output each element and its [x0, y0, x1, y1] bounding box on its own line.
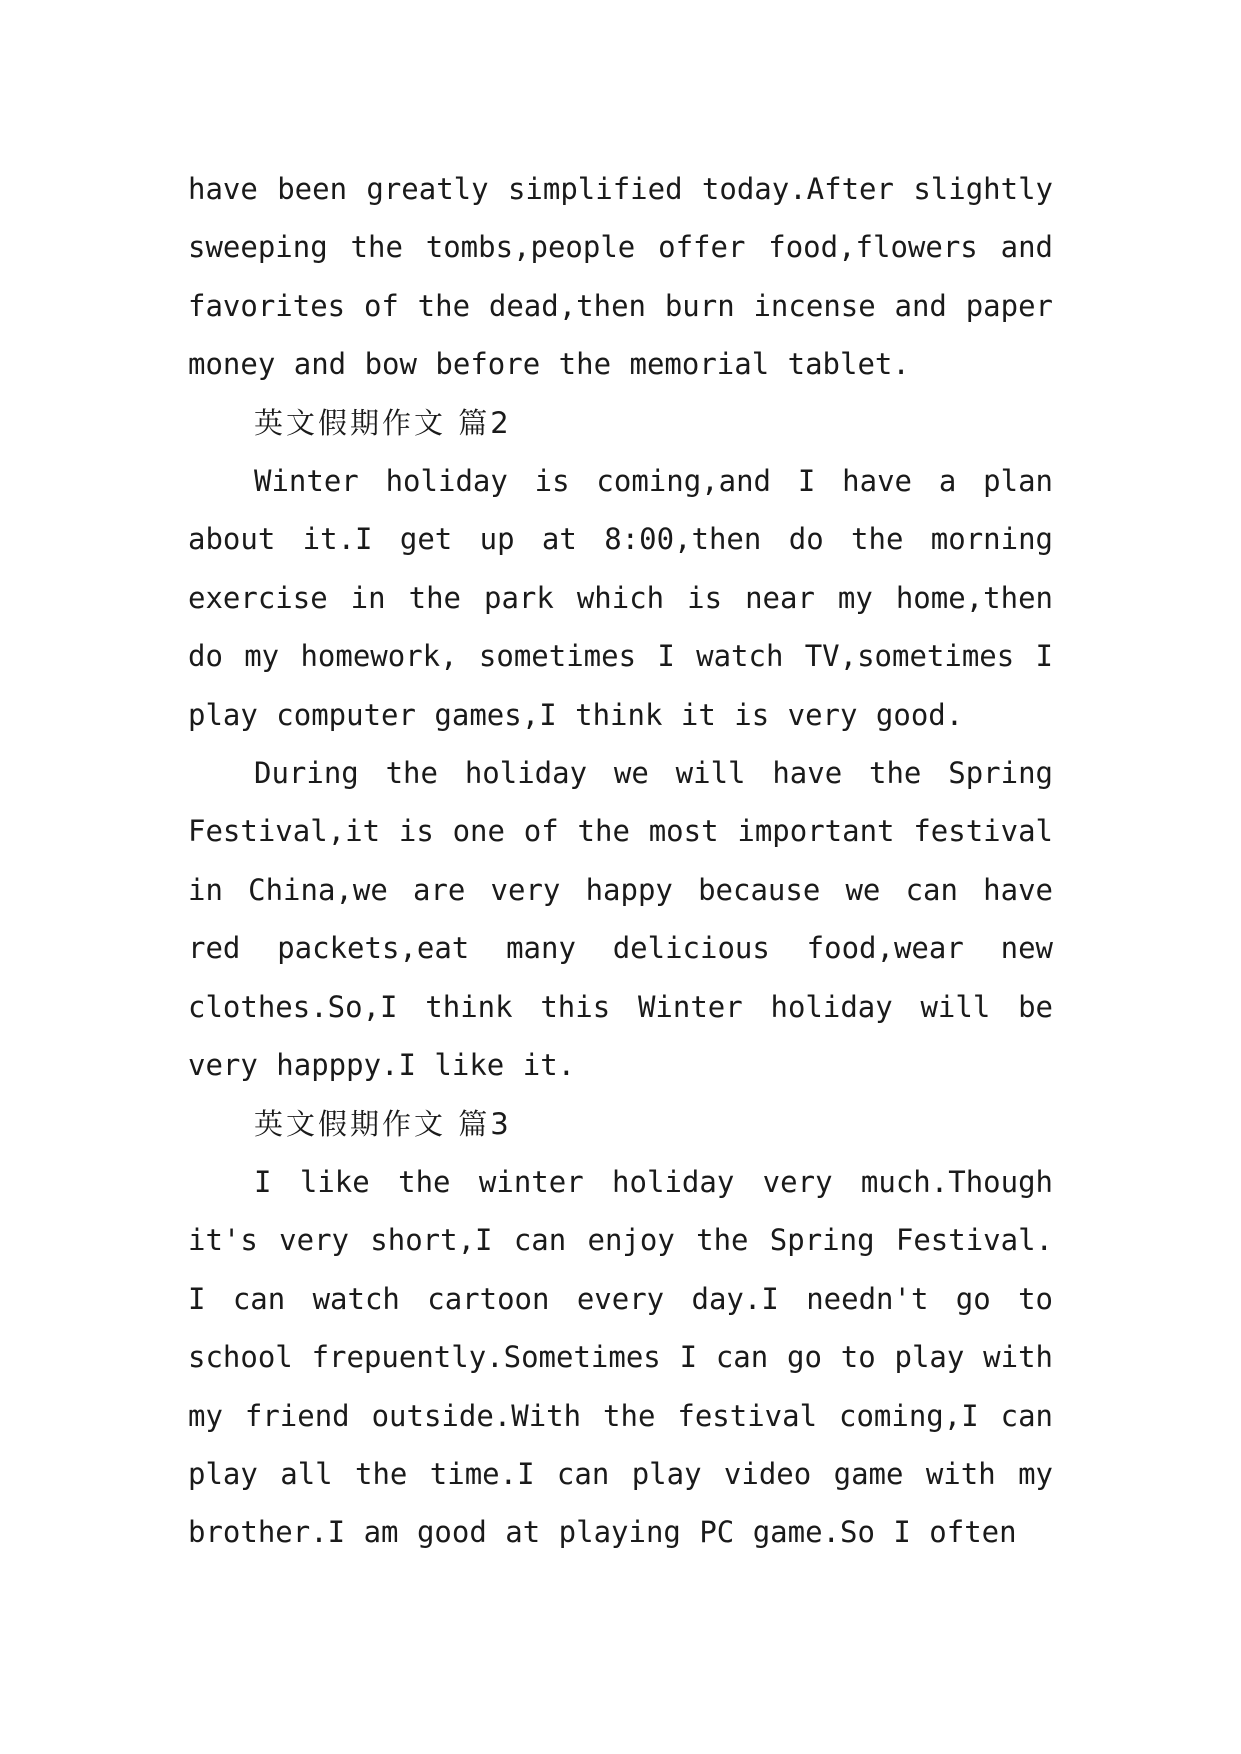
section-heading-3: 英文假期作文 篇3 — [254, 1106, 512, 1141]
document-page — [188, 160, 1053, 1562]
paragraph-winter-plan: Winter holiday is coming,and I have a plan about it.I get up at 8:00,then do the morning exercise in the park which is near my home,then do my homework, sometimes I watch TV,sometimes I play computer games,I think it is very good. — [188, 464, 1053, 732]
section-heading-2: 英文假期作文 篇2 — [254, 405, 512, 440]
paragraph-spring-festival: During the holiday we will have the Spring Festival,it is one of the most important festival in China,we are very happy because we can have red packets,eat many delicious food,wear new clothes.So,I think this Winter holiday will be very happpy.I like it. — [188, 756, 1053, 1083]
paragraph-tomb-sweeping: have been greatly simplified today.After slightly sweeping the tombs,people offer food,flowers and favorites of the dead,then burn incense and paper money and bow before the memorial tablet. — [188, 172, 1053, 382]
paragraph-winter-holiday-enjoy: I like the winter holiday very much.Though it's very short,I can enjoy the Spring Festival. I can watch cartoon every day.I needn't go to school frepuently.Sometimes I can go to play with my friend outside.With the festival coming,I can play all the time.I can play video game with my brother.I am good at playing PC game.So I often — [188, 1164, 1053, 1550]
